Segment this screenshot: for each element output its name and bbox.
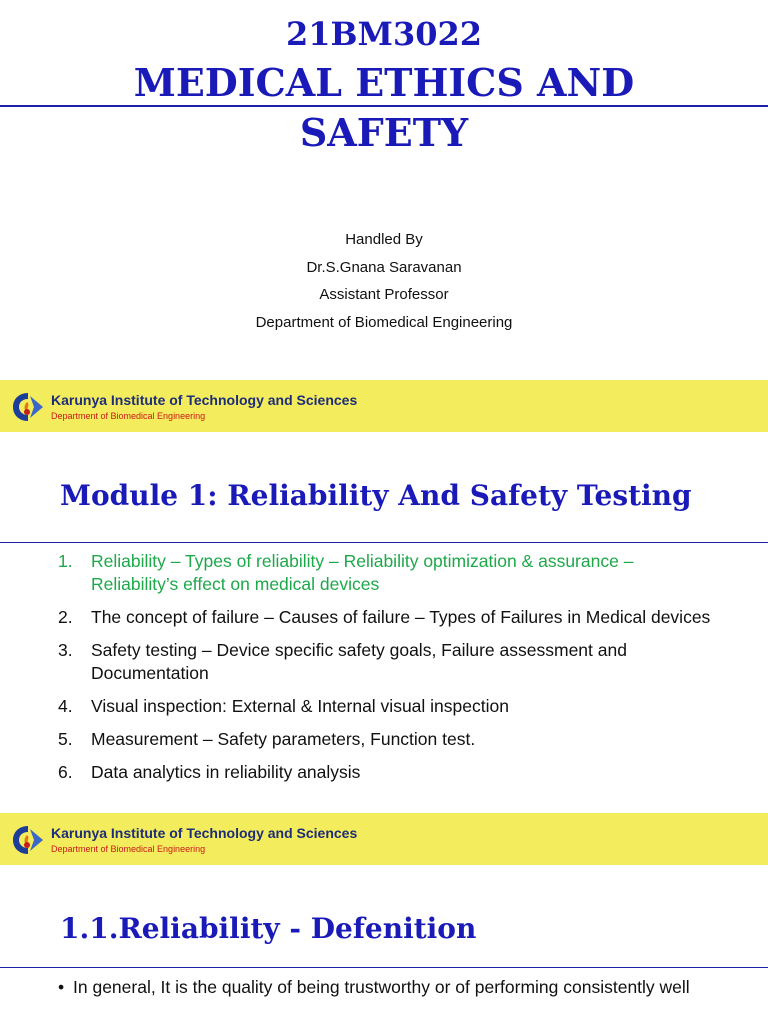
course-code: 21BM3022 bbox=[285, 15, 483, 53]
definition-title: 1.1.Reliability - Defenition bbox=[60, 912, 477, 945]
institute-logo-icon bbox=[10, 390, 46, 424]
topic-number: 5. bbox=[58, 729, 73, 749]
definition-bullet: • In general, It is the quality of being trustworthy or of performing consistently well bbox=[58, 975, 718, 999]
handled-by-label: Handled By bbox=[345, 231, 423, 248]
institute-name: Karunya Institute of Technology and Sciences bbox=[51, 825, 358, 841]
topic-number: 3. bbox=[58, 640, 73, 660]
topic-text: The concept of failure – Causes of failure – Types of Failures in Medical devices bbox=[91, 607, 711, 627]
topic-number: 6. bbox=[58, 762, 73, 782]
topic-text: Visual inspection: External & Internal visual inspection bbox=[91, 696, 509, 716]
institute-banner bbox=[0, 813, 768, 865]
topic-item bbox=[58, 550, 718, 596]
topic-item bbox=[58, 695, 718, 718]
institute-banner bbox=[0, 380, 768, 432]
topic-item bbox=[58, 761, 718, 784]
title-slide bbox=[0, 0, 768, 380]
course-title bbox=[0, 58, 768, 158]
topic-item bbox=[58, 606, 718, 629]
topic-number: 2. bbox=[58, 607, 73, 627]
institute-department: Department of Biomedical Engineering bbox=[51, 844, 206, 854]
topic-item bbox=[58, 728, 718, 751]
topic-text: Data analytics in reliability analysis bbox=[91, 762, 361, 782]
instructor-department: Department of Biomedical Engineering bbox=[255, 313, 513, 331]
topic-text: Safety testing – Device specific safety goals, Failure assessment and Documentation bbox=[91, 640, 627, 683]
title-divider bbox=[0, 105, 768, 107]
institute-name: Karunya Institute of Technology and Sciences bbox=[51, 392, 358, 408]
module-slide bbox=[0, 380, 768, 813]
module-title: Module 1: Reliability And Safety Testing bbox=[60, 479, 692, 512]
topic-item bbox=[58, 639, 718, 685]
topic-number: 4. bbox=[58, 696, 73, 716]
institute-logo-icon bbox=[10, 823, 46, 857]
topic-number: 1. bbox=[58, 551, 73, 571]
topic-text: Measurement – Safety parameters, Function test. bbox=[91, 729, 476, 749]
topic-list bbox=[58, 550, 718, 794]
definition-bullets bbox=[58, 975, 718, 999]
topic-text: Reliability – Types of reliability – Reliability optimization & assurance – Reliability’s effect on medical devices bbox=[91, 551, 634, 594]
definition-divider bbox=[0, 967, 768, 968]
course-title-line-1: MEDICAL ETHICS AND bbox=[133, 60, 635, 105]
institute-department: Department of Biomedical Engineering bbox=[51, 411, 206, 421]
instructor-name: Dr.S.Gnana Saravanan bbox=[306, 258, 462, 276]
instructor-info bbox=[0, 226, 768, 336]
instructor-designation: Assistant Professor bbox=[319, 286, 449, 303]
definition-slide bbox=[0, 813, 768, 1024]
module-divider bbox=[0, 542, 768, 543]
course-title-line-2: SAFETY bbox=[299, 110, 469, 155]
